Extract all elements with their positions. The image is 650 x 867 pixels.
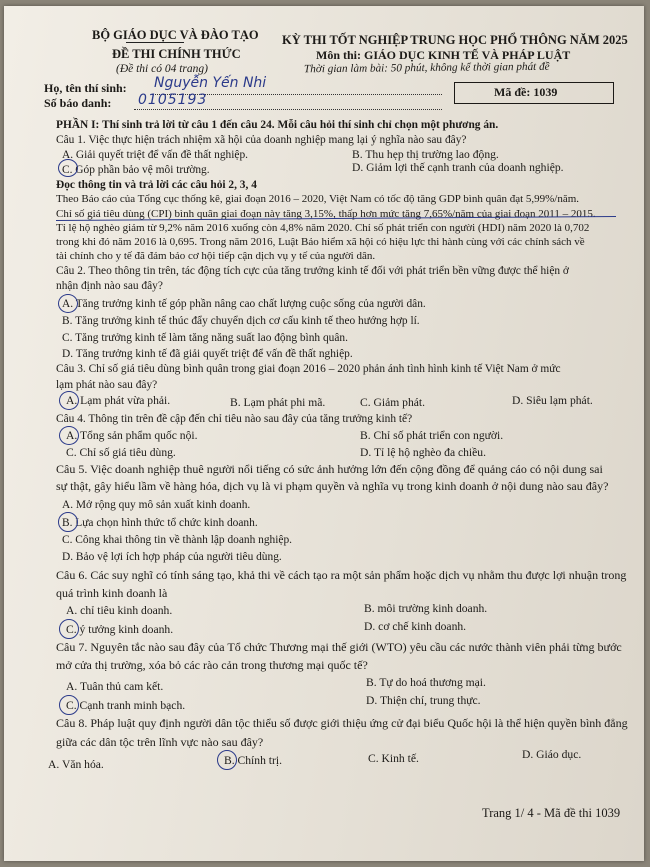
q7-option-c: C. Cạnh tranh minh bạch. <box>66 699 186 712</box>
part-1-instruction: PHẦN I: Thí sinh trả lời từ câu 1 đến câu 24. Mỗi câu hỏi thí sinh chỉ chọn một phương án. <box>56 119 499 131</box>
q4-answer-circle <box>59 426 79 445</box>
question-2-line-1: Câu 2. Theo thông tin trên, tác động tích cực của tăng trưởng kinh tế đối với phát triển bền vững được thể hiện ở <box>56 265 569 277</box>
q2-option-d: D. Tăng trưởng kinh tế đã giải quyết triệt để vấn đề thất nghiệp. <box>62 348 353 360</box>
info-line-2: Chỉ số giá tiêu dùng (CPI) bình quân giai đoạn này tăng 3,15%, thấp hơn mức tăng 7,65%/năm của giai đoạn 2011 – 2015. <box>56 208 596 220</box>
q7-option-d: D. Thiện chí, trung thực. <box>366 694 481 707</box>
question-6-line-1: Câu 6. Các suy nghĩ có tính sáng tạo, khả thi về cách tạo ra một sản phẩm hoặc dịch vụ nhằm thu được lợi nhuận trong <box>56 568 627 582</box>
q2-option-c: C. Tăng trưởng kinh tế làm tăng năng suất lao động bình quân. <box>62 332 348 344</box>
question-7-line-1: Câu 7. Nguyên tắc nào sau đây của Tổ chức Thương mại thế giới (WTO) yêu cầu các nước thành viên phải từng bước <box>56 640 622 654</box>
q1-option-c: C. Góp phần bảo vệ môi trường. <box>62 164 210 176</box>
q5-option-d: D. Bảo vệ lợi ích hợp pháp của người tiêu dùng. <box>62 551 282 563</box>
page-count: (Đề thi có 04 trang) <box>116 63 208 75</box>
q6-option-c: C. ý tưởng kinh doanh. <box>66 623 174 636</box>
q5-option-b: B. Lựa chọn hình thức tổ chức kinh doanh. <box>62 517 258 529</box>
question-7-line-2: mở cửa thị trường, xóa bỏ các rào cản trong thương mại quốc tế? <box>56 658 368 672</box>
id-handwritten: 0105193 <box>138 92 208 108</box>
exam-paper <box>4 6 644 861</box>
ministry-underline <box>126 42 184 43</box>
q2-option-b: B. Tăng trưởng kinh tế thúc đẩy chuyển dịch cơ cấu kinh tế theo hướng hợp lí. <box>62 315 420 327</box>
question-5-line-1: Câu 5. Việc doanh nghiệp thuê người nổi tiếng có sức ảnh hưởng lớn đến cộng đồng để quảng cáo có nội dung sai <box>56 462 603 476</box>
q8-option-a: A. Văn hóa. <box>48 758 104 771</box>
q3-option-a: A. Lạm phát vừa phải. <box>66 394 171 407</box>
question-1: Câu 1. Việc thực hiện trách nhiệm xã hội của doanh nghiệp mang lại ý nghĩa nào sau đây? <box>56 134 467 146</box>
q6-option-d: D. cơ chế kinh doanh. <box>364 620 467 633</box>
q1-option-a: A. Giải quyết triệt để vấn đề thất nghiệp. <box>62 149 248 161</box>
info-line-4: trong khi đó năm 2016 là 0,695. Trong năm 2016, Luật Bảo hiểm xã hội có hiệu lực thi hành cùng với các chính sách về <box>56 236 585 248</box>
subject: Môn thi: GIÁO DỤC KINH TẾ VÀ PHÁP LUẬT <box>316 48 571 62</box>
q6-option-a: A. chỉ tiêu kinh doanh. <box>66 604 173 617</box>
official-label: ĐỀ THI CHÍNH THỨC <box>112 47 241 61</box>
q5-option-a: A. Mở rộng quy mô sản xuất kinh doanh. <box>62 499 251 511</box>
name-handwritten: Nguyễn Yến Nhi <box>154 75 267 91</box>
q7-option-b: B. Tự do hoá thương mại. <box>366 676 486 689</box>
id-label: Số báo danh: <box>44 96 112 110</box>
question-8-line-1: Câu 8. Pháp luật quy định người dân tộc thiểu số được giới thiệu ứng cử đại biểu Quốc hội là thể hiện quyền bình đẳng <box>56 716 628 730</box>
q2-option-a: A. Tăng trưởng kinh tế góp phần nâng cao chất lượng cuộc sống của người dân. <box>62 298 426 310</box>
exam-title: KỲ THI TỐT NGHIỆP TRUNG HỌC PHỔ THÔNG NĂM 2025 <box>282 33 628 47</box>
q1-option-b: B. Thu hẹp thị trường lao động. <box>352 148 499 161</box>
question-3-line-2: lạm phát nào sau đây? <box>56 379 158 391</box>
question-6-line-2: quá trình kinh doanh là <box>56 586 168 600</box>
q4-option-b: B. Chỉ số phát triển con người. <box>360 429 504 442</box>
question-5-line-2: sự thật, gây hiểu lầm về hàng hóa, dịch vụ là vi phạm quyền và nghĩa vụ trong kinh doanh ở nội dung nào sau đây? <box>56 479 609 493</box>
question-8-line-2: giữa các dân tộc trên lĩnh vực nào sau đây? <box>56 735 264 749</box>
q3-option-b: B. Lạm phát phi mã. <box>230 396 326 409</box>
q1-option-d: D. Giảm lợi thế cạnh tranh của doanh nghiệp. <box>352 161 564 174</box>
q5-answer-circle <box>58 512 78 532</box>
ministry-name: BỘ GIÁO DỤC VÀ ĐÀO TẠO <box>92 28 259 42</box>
page-footer: Trang 1/ 4 - Mã đề thi 1039 <box>482 806 621 820</box>
name-label: Họ, tên thí sinh: <box>44 81 127 95</box>
info-line-3: Tỉ lệ hộ nghèo giảm từ 9,2% năm 2016 xuống còn 4,8% năm 2020. Chỉ số phát triển con người (HDI) năm 2020 là 0,702 <box>56 222 590 234</box>
q2-answer-circle <box>58 294 78 313</box>
q8-option-c: C. Kinh tế. <box>368 752 419 765</box>
q3-option-d: D. Siêu lạm phát. <box>512 394 593 407</box>
q1-answer-circle <box>58 159 78 177</box>
q5-option-c: C. Công khai thông tin về thành lập doanh nghiệp. <box>62 534 292 546</box>
q8-option-d: D. Giáo dục. <box>522 748 582 761</box>
exam-code: Mã đề: 1039 <box>494 85 558 99</box>
q8-option-b: B. Chính trị. <box>224 754 282 767</box>
q3-option-c: C. Giảm phát. <box>360 396 426 409</box>
info-title: Đọc thông tin và trả lời các câu hỏi 2, 3, 4 <box>56 179 257 191</box>
question-4: Câu 4. Thông tin trên đề cập đến chỉ tiêu nào sau đây của tăng trưởng kinh tế? <box>56 413 413 425</box>
q4-option-c: C. Chỉ số giá tiêu dùng. <box>66 446 176 459</box>
info-line-1: Theo Báo cáo của Tổng cục thống kê, giai đoạn 2016 – 2020, Việt Nam có tốc độ tăng GDP bình quân đạt 5,99%/năm. <box>56 193 580 205</box>
q3-answer-circle <box>59 391 79 410</box>
duration: Thời gian làm bài: 50 phút, không kể thời gian phát đề <box>303 60 550 76</box>
question-2-line-2: nhận định nào sau đây? <box>56 280 163 292</box>
q8-answer-circle <box>217 750 237 770</box>
q6-option-b: B. môi trường kinh doanh. <box>364 602 488 615</box>
info-line-5: tài chính cho y tế đã đảm bảo cơ hội tiếp cận dịch vụ y tế của người dân. <box>56 250 376 262</box>
q7-answer-circle <box>59 695 79 715</box>
q4-option-d: D. Tỉ lệ hộ nghèo đa chiều. <box>360 446 486 459</box>
q6-answer-circle <box>59 619 79 639</box>
id-line <box>134 109 442 110</box>
q7-option-a: A. Tuân thủ cam kết. <box>66 680 164 693</box>
question-3-line-1: Câu 3. Chỉ số giá tiêu dùng bình quân trong giai đoạn 2016 – 2020 phản ánh tình hình kinh tế Việt Nam ở mức <box>56 363 561 375</box>
q4-option-a: A. Tổng sản phẩm quốc nội. <box>66 429 198 442</box>
